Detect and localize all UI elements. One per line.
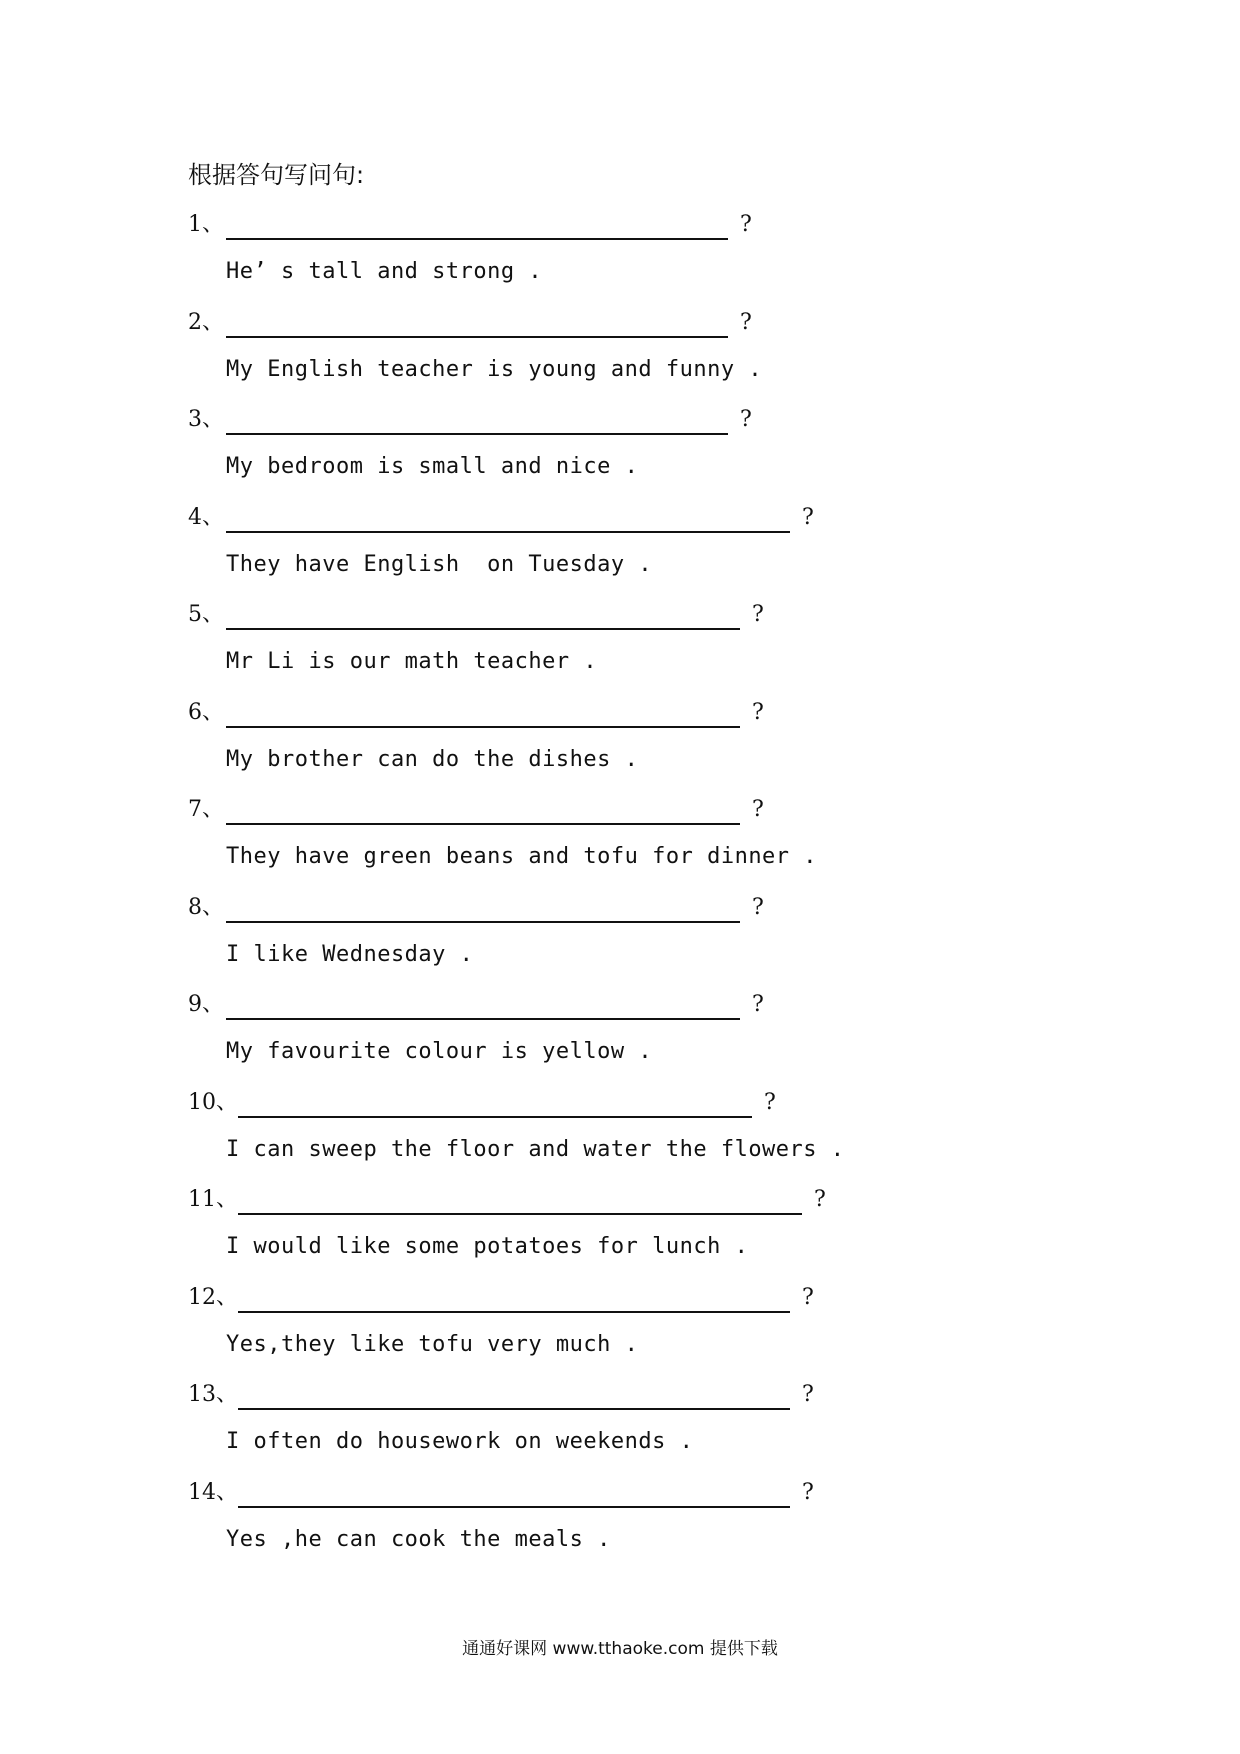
- answer-sentence: Yes,they like tofu very much .: [226, 1332, 639, 1357]
- answer-blank-line: [238, 1311, 790, 1313]
- answer-sentence: Mr Li is our math teacher .: [226, 649, 598, 674]
- question-mark: ?: [752, 992, 764, 1017]
- question-mark: ?: [752, 895, 764, 920]
- answer-sentence: I would like some potatoes for lunch .: [226, 1234, 749, 1259]
- question-mark: ?: [752, 797, 764, 822]
- question-number: 9、: [188, 992, 224, 1017]
- question-mark: ?: [752, 602, 764, 627]
- answer-sentence: I often do housework on weekends .: [226, 1429, 694, 1454]
- question-mark: ?: [802, 1285, 814, 1310]
- answer-blank-line: [238, 1116, 752, 1118]
- answer-sentence: I like Wednesday .: [226, 942, 474, 967]
- question-mark: ?: [802, 1382, 814, 1407]
- answer-sentence: I can sweep the floor and water the flowers .: [226, 1137, 845, 1162]
- answer-blank-line: [238, 1408, 790, 1410]
- question-number: 14、: [188, 1480, 238, 1505]
- question-number: 1、: [188, 212, 224, 237]
- question-mark: ?: [814, 1187, 826, 1212]
- answer-sentence: They have English on Tuesday .: [226, 552, 653, 577]
- question-number: 2、: [188, 310, 224, 335]
- question-number: 7、: [188, 797, 224, 822]
- question-number: 10、: [188, 1090, 238, 1115]
- question-mark: ?: [764, 1090, 776, 1115]
- answer-blank-line: [226, 336, 728, 338]
- answer-sentence: My favourite colour is yellow .: [226, 1039, 653, 1064]
- answer-sentence: My English teacher is young and funny .: [226, 357, 763, 382]
- answer-blank-line: [226, 238, 728, 240]
- answer-blank-line: [226, 628, 740, 630]
- question-mark: ?: [752, 700, 764, 725]
- question-mark: ?: [740, 212, 752, 237]
- answer-sentence: He’ s tall and strong .: [226, 259, 543, 284]
- answer-blank-line: [238, 1213, 802, 1215]
- question-number: 4、: [188, 505, 224, 530]
- question-mark: ?: [802, 505, 814, 530]
- question-number: 3、: [188, 407, 224, 432]
- instruction-heading: 根据答句写问句:: [188, 161, 365, 189]
- answer-sentence: They have green beans and tofu for dinner .: [226, 844, 818, 869]
- question-number: 6、: [188, 700, 224, 725]
- answer-blank-line: [226, 823, 740, 825]
- question-number: 11、: [188, 1187, 238, 1212]
- footer-source: 通通好课网 www.tthaoke.com 提供下载: [462, 1639, 778, 1659]
- answer-sentence: Yes ,he can cook the meals .: [226, 1527, 611, 1552]
- question-mark: ?: [740, 310, 752, 335]
- question-number: 13、: [188, 1382, 238, 1407]
- answer-blank-line: [226, 921, 740, 923]
- answer-blank-line: [226, 1018, 740, 1020]
- question-mark: ?: [802, 1480, 814, 1505]
- answer-blank-line: [226, 531, 790, 533]
- question-number: 8、: [188, 895, 224, 920]
- question-number: 5、: [188, 602, 224, 627]
- answer-blank-line: [226, 726, 740, 728]
- answer-blank-line: [226, 433, 728, 435]
- question-mark: ?: [740, 407, 752, 432]
- answer-sentence: My bedroom is small and nice .: [226, 454, 639, 479]
- answer-sentence: My brother can do the dishes .: [226, 747, 639, 772]
- question-number: 12、: [188, 1285, 238, 1310]
- answer-blank-line: [238, 1506, 790, 1508]
